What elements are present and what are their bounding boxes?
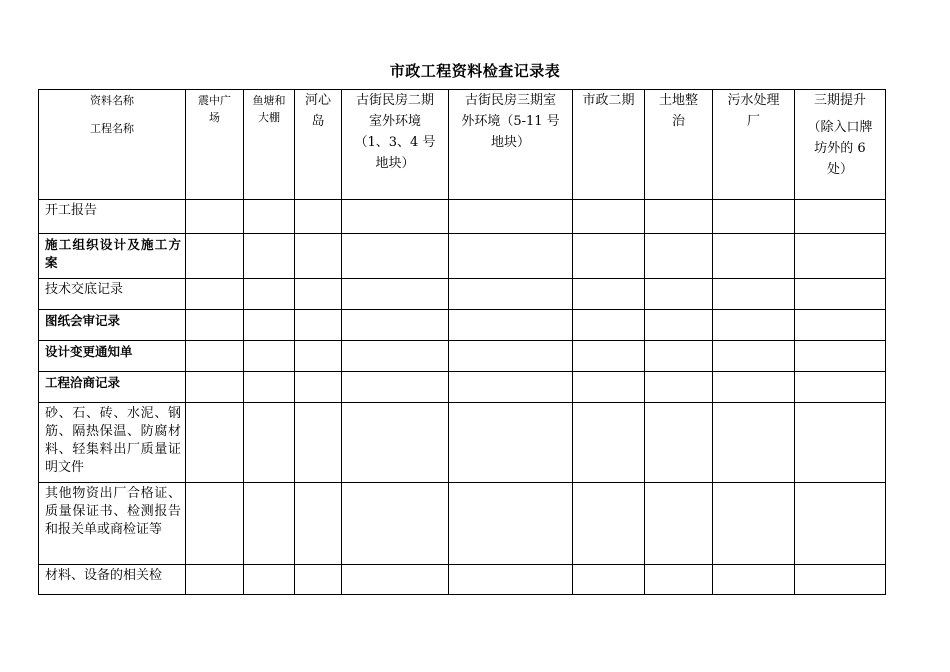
header-corner-cell: [39, 90, 186, 200]
table-cell[interactable]: [342, 483, 449, 565]
table-cell[interactable]: [573, 279, 645, 310]
table-cell[interactable]: [186, 341, 244, 372]
table-cell[interactable]: [186, 483, 244, 565]
column-header-line: 鱼塘和: [252, 94, 286, 107]
column-header-line: 市政二期: [582, 93, 635, 108]
table-cell[interactable]: [186, 200, 244, 234]
table-cell[interactable]: [295, 403, 342, 483]
row-label-cell: [39, 403, 186, 483]
column-header-line: 室外环境: [368, 114, 421, 129]
table-cell[interactable]: [573, 200, 645, 234]
table-cell[interactable]: [795, 310, 886, 341]
table-cell[interactable]: [244, 279, 295, 310]
column-header-line: 处）: [826, 162, 853, 177]
table-cell[interactable]: [342, 341, 449, 372]
table-cell[interactable]: [713, 234, 795, 279]
row-label: 材料、设备的相关检: [45, 568, 163, 583]
column-header-line: （1、3、4 号: [354, 135, 436, 150]
column-header-line: 治: [671, 114, 685, 129]
column-header-line: 地块）: [375, 156, 415, 171]
table-cell[interactable]: [244, 565, 295, 595]
table-cell[interactable]: [713, 310, 795, 341]
table-row: [39, 372, 886, 403]
column-header-line: （除入口牌: [807, 120, 873, 135]
table-cell[interactable]: [244, 200, 295, 234]
table-cell[interactable]: [449, 234, 573, 279]
column-header-line: 土地整: [658, 93, 698, 108]
table-cell[interactable]: [186, 372, 244, 403]
column-header-line: 古街民房二期: [355, 93, 434, 108]
table-cell[interactable]: [645, 310, 713, 341]
table-cell[interactable]: [295, 565, 342, 595]
table-row: [39, 403, 886, 483]
table-cell[interactable]: [795, 200, 886, 234]
table-cell[interactable]: [713, 200, 795, 234]
table-cell[interactable]: [342, 565, 449, 595]
table-cell[interactable]: [795, 234, 886, 279]
table-cell[interactable]: [449, 341, 573, 372]
table-cell[interactable]: [186, 234, 244, 279]
table-cell[interactable]: [186, 310, 244, 341]
corner-label-data-name: 资料名称: [90, 94, 134, 107]
table-cell[interactable]: [713, 341, 795, 372]
row-label-cell: [39, 372, 186, 403]
column-header-sewage-plant: [713, 90, 795, 200]
row-label: 图纸会审记录: [45, 313, 121, 328]
corner-label-project-name: 工程名称: [90, 122, 134, 135]
table-cell[interactable]: [449, 403, 573, 483]
table-cell[interactable]: [645, 279, 713, 310]
table-cell[interactable]: [244, 310, 295, 341]
table-cell[interactable]: [342, 310, 449, 341]
table-cell[interactable]: [244, 234, 295, 279]
table-cell[interactable]: [713, 483, 795, 565]
table-cell[interactable]: [449, 565, 573, 595]
row-label-cell: [39, 341, 186, 372]
table-cell[interactable]: [713, 403, 795, 483]
table-cell[interactable]: [342, 200, 449, 234]
table-cell[interactable]: [449, 372, 573, 403]
table-cell[interactable]: [713, 279, 795, 310]
row-label-cell: [39, 279, 186, 310]
table-row: [39, 234, 886, 279]
column-header-line: 外环境（5-11 号: [461, 114, 560, 129]
table-cell[interactable]: [573, 234, 645, 279]
column-header-line: 地块）: [490, 135, 530, 150]
table-row: [39, 279, 886, 310]
table-cell[interactable]: [795, 403, 886, 483]
inspection-table: [38, 89, 886, 595]
row-label: 开工报告: [45, 203, 98, 218]
table-row: [39, 341, 886, 372]
header-row: [39, 90, 886, 200]
column-header-line: 震中广: [198, 94, 231, 107]
column-header-old-street-phase2: [342, 90, 449, 200]
column-header-line: 大棚: [258, 111, 280, 124]
table-cell[interactable]: [244, 341, 295, 372]
table-cell[interactable]: [449, 483, 573, 565]
row-label-cell: [39, 565, 186, 595]
table-cell[interactable]: [295, 200, 342, 234]
row-label-cell: [39, 483, 186, 565]
table-cell[interactable]: [295, 372, 342, 403]
row-label-cell: [39, 310, 186, 341]
table-cell[interactable]: [342, 234, 449, 279]
table-cell[interactable]: [645, 565, 713, 595]
table-cell[interactable]: [645, 234, 713, 279]
row-label: 其他物资出厂合格证、质量保证书、检测报告和报关单或商检证等: [45, 486, 181, 537]
table-cell[interactable]: [244, 403, 295, 483]
table-cell[interactable]: [795, 279, 886, 310]
column-header-line: 古街民房三期室: [464, 93, 556, 108]
row-label-cell: [39, 234, 186, 279]
column-header-line: 岛: [311, 114, 325, 129]
table-cell[interactable]: [186, 279, 244, 310]
table-cell[interactable]: [645, 483, 713, 565]
column-header-fishpond: [244, 90, 295, 200]
table-cell[interactable]: [449, 200, 573, 234]
table-cell[interactable]: [645, 341, 713, 372]
table-cell[interactable]: [295, 234, 342, 279]
table-cell[interactable]: [795, 483, 886, 565]
row-label: 工程洽商记录: [45, 375, 121, 390]
table-cell[interactable]: [713, 565, 795, 595]
table-cell[interactable]: [795, 341, 886, 372]
row-label-cell: [39, 200, 186, 234]
column-header-line: 河心: [304, 93, 331, 108]
column-header-land-consolidation: [645, 90, 713, 200]
column-header-phase3-upgrade: [795, 90, 886, 200]
table-cell[interactable]: [645, 372, 713, 403]
table-row: [39, 310, 886, 341]
column-header-municipal-phase2: [573, 90, 645, 200]
table-cell[interactable]: [573, 483, 645, 565]
table-cell[interactable]: [449, 310, 573, 341]
table-cell[interactable]: [295, 483, 342, 565]
table-cell[interactable]: [573, 310, 645, 341]
column-header-line: 厂: [746, 114, 760, 129]
column-header-line: 三期提升: [813, 93, 866, 108]
table-cell[interactable]: [573, 341, 645, 372]
table-cell[interactable]: [295, 310, 342, 341]
column-header-line: 场: [209, 111, 220, 124]
row-label: 施工组织设计及施工方案: [45, 237, 181, 270]
table-row: [39, 483, 886, 565]
table-row: [39, 565, 886, 595]
table-cell[interactable]: [342, 372, 449, 403]
table-cell[interactable]: [573, 403, 645, 483]
table-cell[interactable]: [342, 279, 449, 310]
table-cell[interactable]: [645, 200, 713, 234]
column-header-river-island: [295, 90, 342, 200]
table-cell[interactable]: [244, 483, 295, 565]
table-cell[interactable]: [573, 565, 645, 595]
table-cell[interactable]: [713, 372, 795, 403]
column-header-line: 坊外的 6: [814, 141, 866, 156]
table-cell[interactable]: [645, 403, 713, 483]
table-cell[interactable]: [295, 279, 342, 310]
table-cell[interactable]: [573, 372, 645, 403]
table-cell[interactable]: [186, 403, 244, 483]
table-cell[interactable]: [795, 372, 886, 403]
column-header-old-street-phase3: [449, 90, 573, 200]
row-label: 砂、石、砖、水泥、钢筋、隔热保温、防腐材料、轻集料出厂质量证明文件: [45, 406, 181, 475]
column-header-zhenzhong-square: [186, 90, 244, 200]
table-cell[interactable]: [295, 341, 342, 372]
table-row: [39, 200, 886, 234]
row-label: 技术交底记录: [45, 282, 124, 297]
table-cell[interactable]: [342, 403, 449, 483]
row-label: 设计变更通知单: [45, 344, 133, 359]
table-cell[interactable]: [186, 565, 244, 595]
table-cell[interactable]: [795, 565, 886, 595]
table-cell[interactable]: [244, 372, 295, 403]
page-title: 市政工程资料检查记录表: [389, 62, 561, 80]
table-cell[interactable]: [449, 279, 573, 310]
column-header-line: 污水处理: [727, 93, 780, 108]
